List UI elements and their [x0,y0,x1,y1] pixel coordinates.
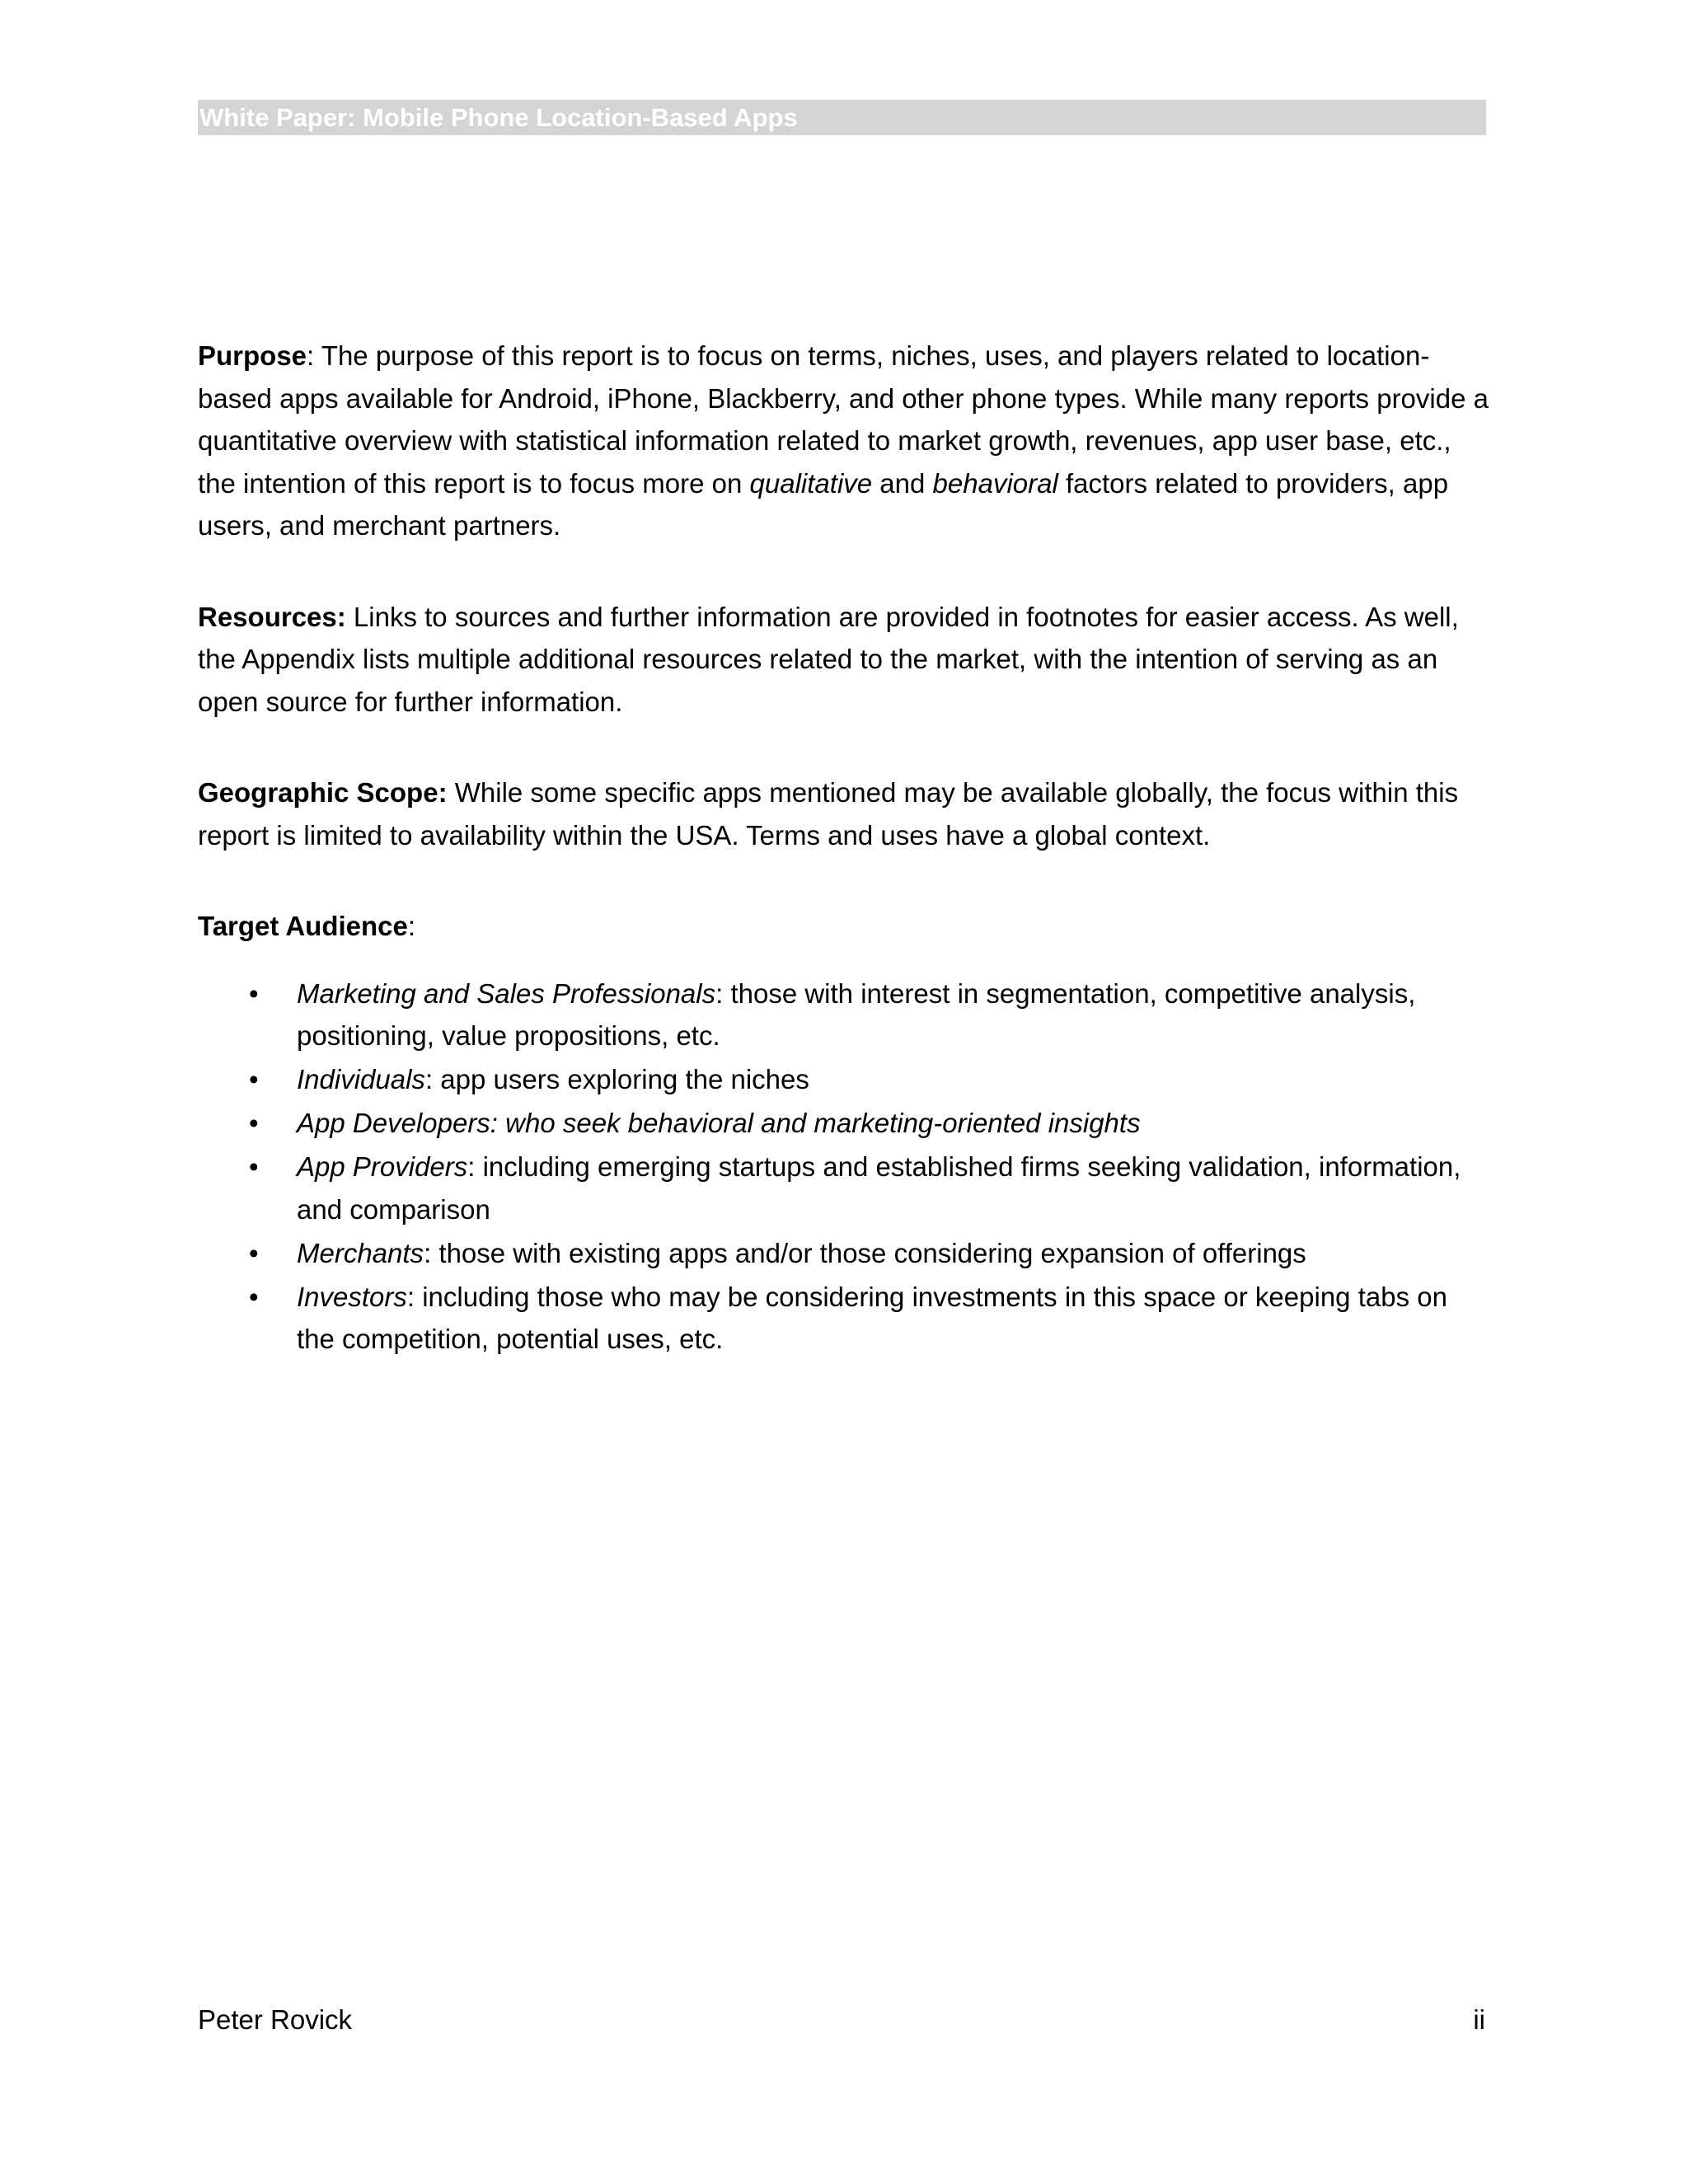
list-item-term: App Providers [297,1151,468,1182]
list-item-text: : including those who may be considering investments in this space or keeping tabs on the competition, potential uses, etc. [297,1281,1447,1354]
target-audience-label: Target Audience [198,911,408,941]
list-item-term: Merchants [297,1237,424,1268]
document-body [198,335,1492,1361]
resources-text: Links to sources and further information are provided in footnotes for easier access. As well, the Appendix lists multiple additional resources related to the market, with the intention of serving as an open source for further information. [198,601,1459,717]
purpose-emphasis-behavioral: behavioral [932,467,1058,499]
running-header-bar [198,100,1486,135]
resources-label: Resources: [198,601,346,632]
purpose-text-2: and [872,467,933,499]
footer-author: Peter Rovick [198,2004,353,2035]
list-item-text: : those with existing apps and/or those considering expansion of offerings [424,1237,1306,1268]
list-item [198,1146,1492,1230]
resources-paragraph [198,596,1492,724]
purpose-label: Purpose [198,340,307,371]
purpose-paragraph [198,335,1492,547]
purpose-text-1: : The purpose of this report is to focus on terms, niches, uses, and players related to location-based apps available for Android, iPhone, Blackberry, and other phone types. While many reports provide a quantitative overview with statistical information related to market growth, revenues, app user base, etc., the intention of this report is to focus more on [198,340,1489,499]
target-audience-suffix: : [407,911,416,941]
list-item-term: Investors [297,1281,407,1312]
list-item-term: Marketing and Sales Professionals [297,977,716,1009]
list-item [198,1058,1492,1101]
bullet-icon: • [249,1281,259,1312]
footer-page-number: ii [1473,2004,1485,2035]
list-item-term: App Developers: who seek behavioral and marketing-oriented insights [297,1108,1141,1138]
list-item-text: : app users exploring the niches [424,1064,809,1094]
bullet-icon: • [249,1151,259,1182]
bullet-icon: • [249,1237,259,1268]
list-item [198,1232,1492,1275]
target-audience-list [198,972,1492,1361]
geographic-scope-paragraph [198,771,1492,856]
list-item [198,972,1492,1057]
geographic-scope-text: While some specific apps mentioned may be available globally, the focus within this report is limited to availability within the USA. Terms and uses have a global context. [198,777,1459,851]
list-item [198,1102,1492,1145]
purpose-text-3: factors related to providers, app users, and merchant partners. [198,467,1449,541]
list-item-text: : those with interest in segmentation, competitive analysis, positioning, value propositions, etc. [297,977,1416,1051]
bullet-icon: • [249,1064,259,1094]
bullet-icon: • [249,1108,259,1138]
running-header-title: White Paper: Mobile Phone Location-Based Apps [199,103,798,132]
target-audience-heading [198,905,1492,948]
list-item-term: Individuals [297,1064,425,1094]
bullet-icon: • [249,977,259,1009]
geographic-scope-label: Geographic Scope: [198,777,448,808]
list-item-text: : including emerging startups and established firms seeking validation, information, and comparison [297,1151,1461,1225]
list-item [198,1276,1492,1361]
purpose-emphasis-qualitative: qualitative [749,467,873,499]
